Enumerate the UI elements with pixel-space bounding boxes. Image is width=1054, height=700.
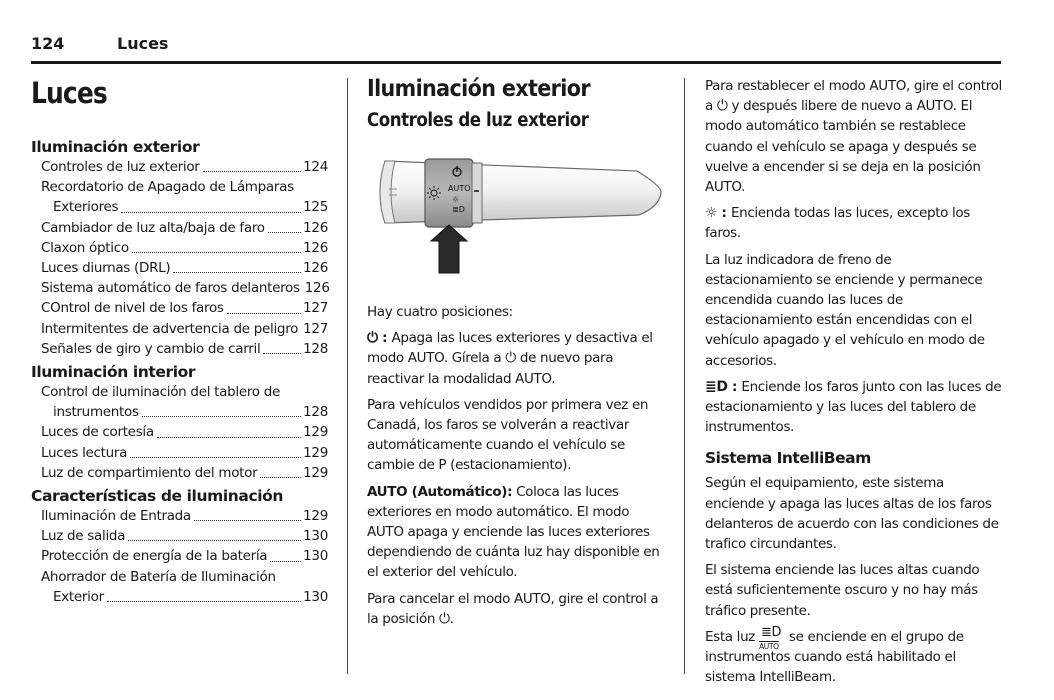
page-header [31, 30, 1001, 64]
toc-entry-label: Protección de energía de la batería [41, 548, 268, 565]
chapter-title: Luces [31, 76, 107, 110]
paragraph: La luz indicadora de freno de estacionamiento se enciende y permanece encendida cuando las luces de estacionamiento están encendidas con el vehículo apagado y el vehículo en modo de accesorios. [705, 251, 985, 369]
toc-page-number: 126 [303, 219, 328, 236]
toc-entry[interactable] [31, 443, 328, 463]
power-icon: ⏻ [505, 350, 516, 367]
toc-entry[interactable] [31, 402, 328, 422]
running-title: Luces [117, 34, 169, 53]
toc-entry-label[interactable]: Control de iluminación del tablero de [41, 384, 281, 401]
toc-entry-label: Luz de compartimiento del motor [41, 464, 258, 481]
dot-leader [130, 443, 301, 458]
toc-page-number: 124 [303, 159, 328, 175]
toc-page-number: 129 [303, 508, 328, 525]
headlamp-icon: ≣D [705, 378, 728, 395]
toc-entry-label: Claxon óptico [41, 239, 129, 256]
paragraph: ≣D : Enciende los faros junto con las luces de estacionamiento y las luces del tablero de instrumentos. [705, 378, 1002, 436]
column-divider [347, 78, 348, 674]
toc-entry[interactable] [31, 546, 328, 566]
toc-section-heading: Características de iluminación [31, 487, 284, 506]
toc-page-number: 126 [304, 280, 330, 297]
paragraph: AUTO (Automático): Coloca las luces exteriores en modo automático. El modo AUTO apaga y enciende las luces exteriores dependiendo de cuánta luz hay disponible en el exterior del vehículo. [367, 483, 660, 581]
toc-entry-label: Luces de cortesía [41, 424, 154, 441]
paragraph: Para vehículos vendidos por primera vez en Canadá, los faros se volverán a reactivar automáticamente cuando el vehículo se cambie de P (estacionamiento). [367, 396, 649, 474]
toc-page-number: 127 [303, 300, 328, 317]
toc-entry-label[interactable]: Ahorrador de Batería de Iluminación [41, 568, 276, 585]
dot-leader [157, 422, 301, 437]
toc-page-number: 129 [303, 464, 328, 481]
dot-leader [121, 197, 301, 212]
parking-lamp-icon: ☼ [705, 205, 718, 222]
toc-entry-label: Cambiador de luz alta/baja de faro [41, 219, 265, 236]
dot-leader [194, 506, 301, 521]
toc-column [31, 76, 328, 607]
paragraph: Según el equipamiento, este sistema enciende y apaga las luces altas de los faros delanteros de acuerdo con las condiciones de trafico circundantes. [705, 475, 999, 553]
toc-page-number: 126 [303, 260, 328, 277]
subsection-heading: Controles de luz exterior [367, 110, 589, 131]
dot-leader [270, 546, 301, 561]
toc-entry-label: Controles de luz exterior [41, 159, 200, 175]
toc-section-heading: Iluminación exterior [31, 138, 200, 156]
headlamp-stalk-illustration [367, 149, 664, 274]
column-divider [684, 78, 685, 674]
toc-entry-label[interactable]: Recordatorio de Apagado de Lámparas [41, 179, 294, 196]
dot-leader [107, 587, 301, 602]
dot-leader [203, 157, 302, 172]
paragraph: Esta luz ≣D AUTO se enciende en el grupo de instrumentos cuando está habilitado el sistema IntelliBeam. [705, 624, 964, 686]
toc-entry-label: Exterior [53, 588, 104, 605]
toc-entry[interactable] [31, 422, 328, 442]
paragraph: Hay cuatro posiciones: [367, 304, 513, 320]
paragraph: ⏻ : Apaga las luces exteriores y desactiva el modo AUTO. Gírela a ⏻ de nuevo para reactivar la modalidad AUTO. [367, 330, 653, 387]
toc-entry[interactable] [31, 587, 328, 607]
toc-page-number: 128 [303, 404, 328, 421]
toc-entry-label: Luz de salida [41, 528, 126, 545]
toc-entry[interactable] [31, 298, 328, 318]
toc-page-number: 130 [303, 548, 328, 565]
toc-page-number: 130 [303, 528, 328, 545]
subsection-heading: Sistema IntelliBeam [705, 449, 871, 468]
toc-entry-label: Exteriores [53, 199, 119, 216]
toc-page-number: 129 [303, 424, 328, 441]
toc-page-number: 125 [303, 199, 328, 216]
toc-entry[interactable] [31, 506, 328, 526]
toc-page-number: 129 [303, 444, 328, 461]
dot-leader [132, 238, 301, 253]
stalk-auto-label: AUTO [448, 184, 471, 193]
toc-entry[interactable] [31, 526, 328, 546]
page-number: 124 [31, 34, 65, 53]
toc-entry[interactable] [31, 258, 328, 278]
parking-lamp-icon: ☼ [452, 195, 460, 204]
toc-entry-label: Luces lectura [41, 444, 128, 461]
text-column-2 [367, 76, 664, 635]
text-column-3 [705, 76, 1002, 693]
dot-leader [227, 298, 301, 313]
power-icon: ⏻ [439, 610, 450, 627]
arrow-icon [431, 225, 467, 273]
dot-leader [263, 339, 301, 354]
toc-entry[interactable] [31, 339, 328, 359]
dot-leader [142, 402, 301, 417]
dot-leader [268, 218, 301, 233]
toc-entry-label: Intermitentes de advertencia de peligro [41, 320, 299, 337]
toc-page-number: 126 [303, 239, 328, 256]
toc-entry[interactable] [31, 218, 328, 238]
toc-page-number: 130 [303, 588, 328, 605]
toc-entry[interactable] [31, 463, 328, 483]
power-icon: ⏻ [716, 98, 728, 115]
toc-section-heading: Iluminación interior [31, 363, 196, 382]
power-icon: ⏻ [367, 330, 378, 347]
toc-entry-label: instrumentos [53, 404, 139, 421]
toc-page-number: 127 [303, 320, 328, 337]
toc-list [31, 138, 328, 607]
paragraph: Para restablecer el modo AUTO, gire el control a ⏻ y después libere de nuevo a AUTO. El modo automático también se restablece cuando el vehículo se apaga y después se vuelve a encender si se deja en la posición AUTO. [705, 78, 1002, 196]
paragraph: ☼ : Encienda todas las luces, excepto los faros. [705, 205, 970, 242]
headlamp-icon: ≣D [452, 205, 465, 214]
dot-leader [173, 258, 301, 273]
toc-entry[interactable] [31, 197, 328, 217]
section-heading: Iluminación exterior [367, 76, 590, 102]
toc-page-number: 128 [303, 340, 328, 357]
toc-entry-label: Iluminación de Entrada [41, 508, 191, 525]
toc-entry[interactable] [31, 319, 328, 339]
dot-leader [260, 463, 301, 478]
dot-leader [128, 526, 301, 541]
toc-entry[interactable] [31, 278, 328, 298]
toc-entry-label: Sistema automático de faros delanteros [41, 280, 300, 297]
toc-entry-label: COntrol de nivel de los faros [41, 300, 224, 317]
toc-entry-label: Luces diurnas (DRL) [41, 260, 171, 277]
paragraph: Para cancelar el modo AUTO, gire el control a la posición ⏻. [367, 589, 664, 629]
toc-entry-label: Señales de giro y cambio de carril [41, 340, 261, 357]
paragraph: El sistema enciende las luces altas cuando está suficientemente oscuro y no hay más tráfico presente. [705, 562, 980, 619]
toc-entry[interactable] [31, 238, 328, 258]
intellibeam-icon: ≣D AUTO [758, 624, 782, 651]
toc-entry[interactable] [31, 157, 328, 177]
